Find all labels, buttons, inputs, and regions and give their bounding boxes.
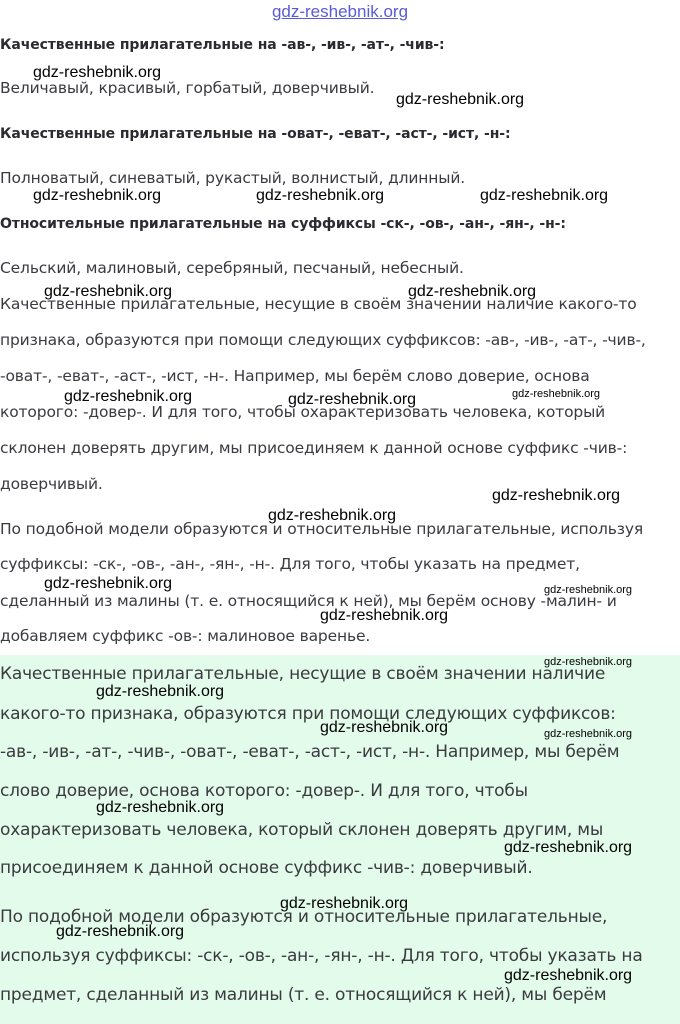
watermark: gdz-reshebnik.org xyxy=(96,799,225,816)
explanation-line: Качественные прилагательные, несущие в своём значении наличие какого-то xyxy=(0,295,637,313)
watermark: gdz-reshebnik.org xyxy=(544,728,633,740)
watermark: gdz-reshebnik.org xyxy=(44,283,173,300)
watermark: gdz-reshebnik.org xyxy=(288,391,417,408)
watermark: gdz-reshebnik.org xyxy=(544,656,633,668)
watermark: gdz-reshebnik.org xyxy=(320,719,449,736)
highlight-line: присоединяем к данной основе суффикс -чив-: доверчивый. xyxy=(0,858,533,878)
highlight-line: используя суффиксы: -ск-, -ов-, -ан-, -ян-, -н-. Для того, чтобы указать на xyxy=(0,946,643,966)
watermark: gdz-reshebnik.org xyxy=(64,388,193,405)
watermark: gdz-reshebnik.org xyxy=(96,683,225,700)
explanation-line: суффиксы: -ск-, -ов-, -ан-, -ян-, -н-. Для того, чтобы указать на предмет, xyxy=(0,555,580,573)
explanation-line: По подобной модели образуются и относительные прилагательные, используя xyxy=(0,520,644,538)
explanation-line: сделанный из малины (т. е. относящийся к ней), мы берём основу -малин- и xyxy=(0,592,617,610)
section-heading: Качественные прилагательные на -ав-, -ив-, -ат-, -чив-: xyxy=(0,37,445,53)
watermark: gdz-reshebnik.org xyxy=(56,923,185,940)
explanation-line: которого: -довер-. И для того, чтобы охарактеризовать человека, который xyxy=(0,403,606,421)
watermark: gdz-reshebnik.org xyxy=(33,187,162,204)
highlight-line: По подобной модели образуются и относительные прилагательные, xyxy=(0,907,608,927)
watermark: gdz-reshebnik.org xyxy=(480,187,609,204)
watermark: gdz-reshebnik.org xyxy=(320,607,449,624)
site-header-link[interactable]: gdz-reshebnik.org xyxy=(271,2,409,21)
explanation-line: добавляем суффикс -ов-: малиновое варенье. xyxy=(0,627,371,645)
watermark: gdz-reshebnik.org xyxy=(408,283,537,300)
section-examples: Сельский, малиновый, серебряный, песчаный, небесный. xyxy=(0,259,464,277)
section-heading: Относительные прилагательные на суффиксы -ск-, -ов-, -ан-, -ян-, -н-: xyxy=(0,216,566,232)
watermark: gdz-reshebnik.org xyxy=(504,839,633,856)
highlight-line: предмет, сделанный из малины (т. е. относящийся к ней), мы берём xyxy=(0,985,607,1005)
watermark: gdz-reshebnik.org xyxy=(268,507,397,524)
section-heading: Качественные прилагательные на -оват-, -еват-, -аст-, -ист, -н-: xyxy=(0,126,511,142)
highlight-line: слово доверие, основа которого: -довер-. И для того, чтобы xyxy=(0,781,528,801)
watermark: gdz-reshebnik.org xyxy=(44,575,173,592)
watermark: gdz-reshebnik.org xyxy=(33,64,162,81)
watermark: gdz-reshebnik.org xyxy=(544,584,633,596)
explanation-line: склонен доверять другим, мы присоединяем к данной основе суффикс -чив-: xyxy=(0,439,628,457)
highlight-line: Качественные прилагательные, несущие в своём значении наличие xyxy=(0,664,606,684)
section-examples: Величавый, красивый, горбатый, доверчивый. xyxy=(0,79,375,97)
highlight-line: охарактеризовать человека, который склонен доверять другим, мы xyxy=(0,820,604,840)
explanation-line: признака, образуются при помощи следующих суффиксов: -ав-, -ив-, -ат-, -чив-, xyxy=(0,331,646,349)
watermark: gdz-reshebnik.org xyxy=(256,187,385,204)
highlight-line: какого-то признака, образуются при помощи следующих суффиксов: xyxy=(0,704,616,724)
highlight-line: -ав-, -ив-, -ат-, -чив-, -оват-, -еват-, -аст-, -ист, -н-. Например, мы берём xyxy=(0,742,620,762)
explanation-line: -оват-, -еват-, -аст-, -ист, -н-. Например, мы берём слово доверие, основа xyxy=(0,367,590,385)
section-examples: Полноватый, синеватый, рукастый, волнистый, длинный. xyxy=(0,169,466,187)
watermark: gdz-reshebnik.org xyxy=(504,967,633,984)
explanation-line: доверчивый. xyxy=(0,475,103,493)
watermark: gdz-reshebnik.org xyxy=(280,895,409,912)
watermark: gdz-reshebnik.org xyxy=(396,91,525,108)
watermark: gdz-reshebnik.org xyxy=(512,388,601,400)
watermark: gdz-reshebnik.org xyxy=(492,487,621,504)
